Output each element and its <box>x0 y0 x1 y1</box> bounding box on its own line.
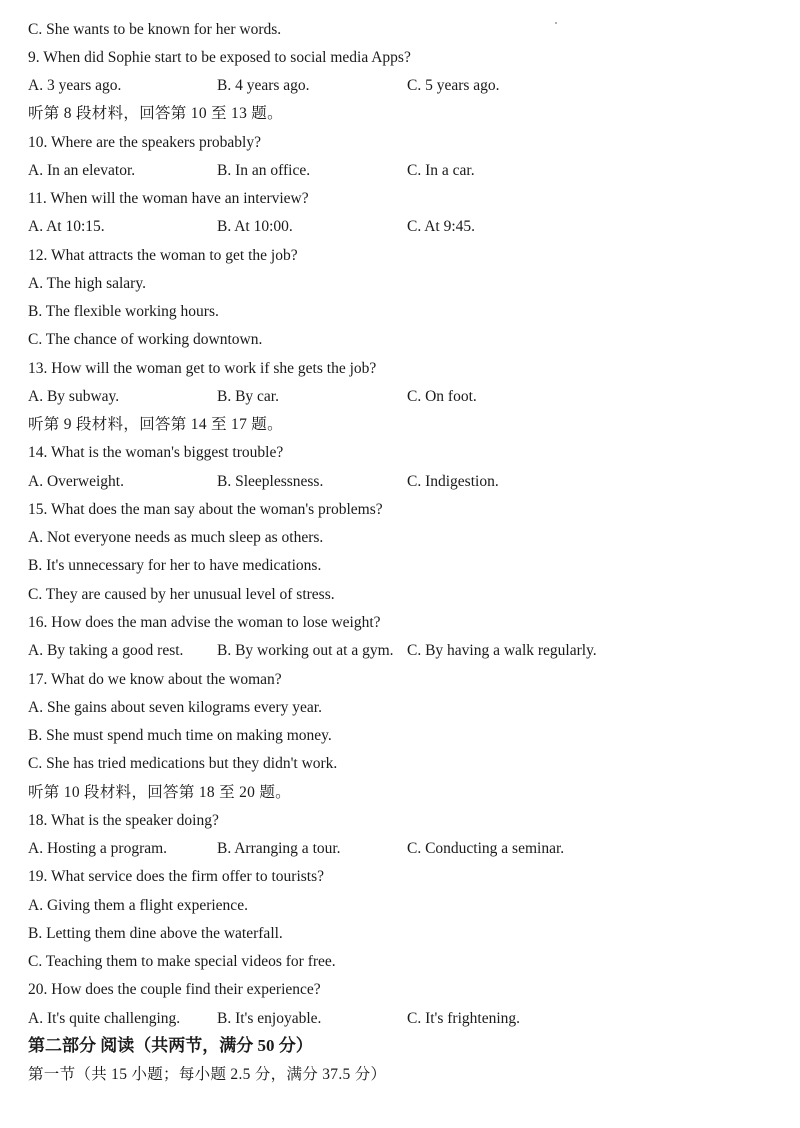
section-1-instruction: 第一节（共 15 小题；每小题 2.5 分，满分 37.5 分） <box>28 1066 387 1083</box>
option-a: A. At 10:15. <box>28 218 105 235</box>
section-9-instruction: 听第 9 段材料，回答第 14 至 17 题。 <box>28 416 283 433</box>
option-c: C. On foot. <box>407 388 477 405</box>
option-b: B. It's enjoyable. <box>217 1010 322 1027</box>
question-18: 18. What is the speaker doing? <box>28 812 219 829</box>
question-12: 12. What attracts the woman to get the job? <box>28 247 298 264</box>
option-c: C. In a car. <box>407 162 475 179</box>
question-12-option-a: A. The high salary. <box>28 275 146 292</box>
question-17: 17. What do we know about the woman? <box>28 671 282 688</box>
question-16: 16. How does the man advise the woman to lose weight? <box>28 614 381 631</box>
option-b: B. By working out at a gym. <box>217 642 394 659</box>
option-a: A. Hosting a program. <box>28 840 168 857</box>
question-12-option-c: C. The chance of working downtown. <box>28 331 263 348</box>
question-19-option-a: A. Giving them a flight experience. <box>28 897 248 914</box>
option-c: C. It's frightening. <box>407 1010 521 1027</box>
question-15-option-a: A. Not everyone needs as much sleep as others. <box>28 529 324 546</box>
option-c: C. Conducting a seminar. <box>407 840 565 857</box>
question-12-option-b: B. The flexible working hours. <box>28 303 219 320</box>
question-17-option-a: A. She gains about seven kilograms every year. <box>28 699 322 716</box>
question-15-option-c: C. They are caused by her unusual level of stress. <box>28 586 335 603</box>
option-a: A. 3 years ago. <box>28 77 122 94</box>
option-b: B. 4 years ago. <box>217 77 310 94</box>
scan-speck <box>555 22 557 24</box>
question-13: 13. How will the woman get to work if she gets the job? <box>28 360 377 377</box>
question-19: 19. What service does the firm offer to tourists? <box>28 868 324 885</box>
option-a: A. Overweight. <box>28 473 124 490</box>
part-2-heading: 第二部分 阅读（共两节，满分 50 分） <box>28 1036 313 1055</box>
question-10: 10. Where are the speakers probably? <box>28 134 261 151</box>
option-c: C. At 9:45. <box>407 218 476 235</box>
section-10-instruction: 听第 10 段材料，回答第 18 至 20 题。 <box>28 784 291 801</box>
option-b: B. At 10:00. <box>217 218 293 235</box>
option-b: B. Arranging a tour. <box>217 840 341 857</box>
q8-option-c: C. She wants to be known for her words. <box>28 21 282 38</box>
option-b: B. By car. <box>217 388 279 405</box>
question-9: 9. When did Sophie start to be exposed to social media Apps? <box>28 49 411 66</box>
option-b: B. In an office. <box>217 162 311 179</box>
option-b: B. Sleeplessness. <box>217 473 324 490</box>
question-17-option-b: B. She must spend much time on making money. <box>28 727 332 744</box>
option-a: A. In an elevator. <box>28 162 136 179</box>
option-c: C. 5 years ago. <box>407 77 500 94</box>
option-c: C. By having a walk regularly. <box>407 642 597 659</box>
option-a: A. It's quite challenging. <box>28 1010 181 1027</box>
question-20: 20. How does the couple find their experience? <box>28 981 321 998</box>
question-19-option-c: C. Teaching them to make special videos for free. <box>28 953 336 970</box>
question-19-option-b: B. Letting them dine above the waterfall. <box>28 925 283 942</box>
question-15-option-b: B. It's unnecessary for her to have medications. <box>28 557 322 574</box>
option-a: A. By taking a good rest. <box>28 642 184 659</box>
question-15: 15. What does the man say about the woman's problems? <box>28 501 383 518</box>
question-11: 11. When will the woman have an interview? <box>28 190 309 207</box>
question-14: 14. What is the woman's biggest trouble? <box>28 444 284 461</box>
question-17-option-c: C. She has tried medications but they didn't work. <box>28 755 338 772</box>
option-c: C. Indigestion. <box>407 473 499 490</box>
option-a: A. By subway. <box>28 388 120 405</box>
section-8-instruction: 听第 8 段材料，回答第 10 至 13 题。 <box>28 105 283 122</box>
